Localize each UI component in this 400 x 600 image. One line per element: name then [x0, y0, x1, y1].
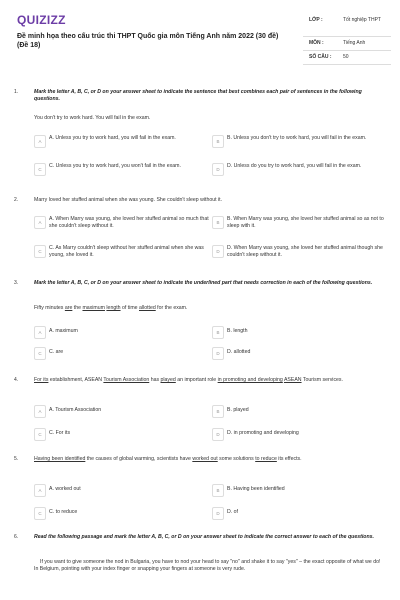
- worksheet-title: Đề minh họa theo cấu trúc thi THPT Quốc gia môn Tiếng Anh năm 2022 (30 đề) (Đề 18): [17, 33, 279, 49]
- stem-text: establishment, ASEAN: [48, 377, 104, 383]
- option-text: B. played: [227, 407, 249, 413]
- option-letter: A: [34, 326, 46, 339]
- quizizz-logo: QUIZIZZ: [17, 13, 66, 27]
- option-text: B. length: [227, 328, 248, 334]
- option-letter: D: [212, 245, 224, 258]
- option-letter: D: [212, 163, 224, 176]
- question-stem: Marry loved her stuffed animal when she was young. She couldn't sleep without it.: [34, 197, 223, 203]
- underlined-part: length: [106, 305, 121, 311]
- option-letter: A: [34, 216, 46, 229]
- option-b[interactable]: [212, 326, 387, 346]
- worksheet-meta: [303, 14, 391, 65]
- underlined-part: allotted: [139, 305, 156, 311]
- option-letter: C: [34, 428, 46, 441]
- option-letter: B: [212, 135, 224, 148]
- option-letter: C: [34, 347, 46, 360]
- stem-text: its effects.: [276, 456, 302, 462]
- option-letter: D: [212, 507, 224, 520]
- option-text: C. For its: [49, 430, 71, 436]
- meta-label: LỚP :: [309, 17, 323, 23]
- meta-value: Tốt nghiệp THPT: [343, 17, 381, 23]
- question-stem: [34, 305, 384, 312]
- stem-text: some solutions: [217, 456, 256, 462]
- option-text: B. Having been identified: [227, 486, 285, 492]
- option-a[interactable]: [34, 405, 209, 425]
- option-d[interactable]: [212, 347, 387, 367]
- option-text: C. to reduce: [49, 509, 78, 515]
- option-letter: D: [212, 347, 224, 360]
- option-letter: C: [34, 507, 46, 520]
- meta-row-class: [303, 14, 391, 37]
- question-instruction: Mark the letter A, B, C, or D on your answer sheet to indicate the underlined part that needs correction in each of the following questions.: [34, 280, 373, 286]
- option-text: C. As Marry couldn't sleep without her stuffed animal when she was young, she loved it.: [49, 245, 204, 258]
- underlined-part: in promoting and developing: [217, 377, 283, 383]
- option-letter: B: [212, 484, 224, 497]
- underlined-part: Having been identified: [34, 456, 86, 462]
- option-text: B. When Marry was young, she loved her stuffed animal so as not to sleep with it.: [227, 216, 384, 229]
- underlined-part: ASEAN: [283, 377, 302, 383]
- option-letter: B: [212, 326, 224, 339]
- stem-text: has: [149, 377, 161, 383]
- underlined-part: worked out: [192, 456, 218, 462]
- option-letter: A: [34, 484, 46, 497]
- stem-text: an important role: [175, 377, 218, 383]
- underlined-part: are: [64, 305, 73, 311]
- question-number: 4.: [14, 377, 19, 383]
- option-text: B. Unless you don't try to work hard, you will fail in the exam.: [227, 135, 367, 141]
- option-b[interactable]: [212, 405, 387, 425]
- stem-text: Tourism services.: [301, 377, 343, 383]
- option-text: A. Tourism Association: [49, 407, 102, 413]
- option-c[interactable]: [34, 507, 209, 527]
- meta-label: MÔN :: [309, 40, 324, 46]
- question-instruction: Read the following passage and mark the letter A, B, C, or D on your answer sheet to indicate the correct answer to each of the questions.: [34, 534, 374, 540]
- option-a[interactable]: [34, 326, 209, 346]
- question-instruction: Mark the letter A, B, C, or D on your answer sheet to indicate the sentence that best combines each pair of sentences in the following questions.: [34, 89, 362, 102]
- option-b[interactable]: [212, 216, 387, 236]
- stem-text: the causes of global warming, scientists have: [85, 456, 193, 462]
- meta-row-count: [303, 51, 391, 65]
- option-text: D. When Marry was young, she loved her stuffed animal though she couldn't sleep without it.: [227, 245, 383, 258]
- underlined-part: maximum: [82, 305, 105, 311]
- option-letter: C: [34, 245, 46, 258]
- option-c[interactable]: [34, 163, 209, 183]
- question-number: 2.: [14, 197, 19, 203]
- option-a[interactable]: [34, 216, 209, 236]
- option-d[interactable]: [212, 163, 387, 183]
- option-text: D. in promoting and developing: [227, 430, 299, 436]
- meta-label: SỐ CÂU :: [309, 54, 332, 60]
- underlined-part: Tourism Association: [103, 377, 150, 383]
- option-c[interactable]: [34, 245, 209, 265]
- option-text: D. Unless do you try to work hard, you will fail in the exam.: [227, 163, 362, 169]
- option-c[interactable]: [34, 347, 209, 367]
- question-stem: [34, 377, 384, 384]
- stem-text: of time: [120, 305, 139, 311]
- option-text: C. Unless you try to work hard, you won't fail in the exam.: [49, 163, 181, 169]
- meta-row-subject: [303, 37, 391, 51]
- option-text: C. are: [49, 349, 64, 355]
- option-text: A. Unless you try to work hard, you will fail in the exam.: [49, 135, 176, 141]
- option-d[interactable]: [212, 507, 387, 527]
- option-letter: B: [212, 405, 224, 418]
- option-text: A. worked out: [49, 486, 81, 492]
- option-letter: A: [34, 135, 46, 148]
- reading-passage: If you want to give someone the nod in Bulgaria, you have to nod your head to say "no" and shake it to say "yes" – the exact opposite of what we do! In Belgium, pointing with your index finger or snapping your fingers at someone is very rude.: [34, 559, 381, 572]
- option-a[interactable]: [34, 484, 209, 504]
- stem-text: for the exam.: [155, 305, 188, 311]
- underlined-part: to reduce: [255, 456, 277, 462]
- meta-value: 50: [343, 54, 349, 60]
- option-letter: B: [212, 216, 224, 229]
- question-stem: [34, 456, 384, 463]
- question-stem: You don't try to work hard. You will fail in the exam.: [34, 115, 151, 121]
- option-text: A. maximum: [49, 328, 78, 334]
- stem-text: Fifty minutes: [34, 305, 65, 311]
- option-b[interactable]: [212, 484, 387, 504]
- option-letter: C: [34, 163, 46, 176]
- stem-text: the: [72, 305, 83, 311]
- question-number: 1.: [14, 89, 19, 95]
- question-number: 3.: [14, 280, 19, 286]
- option-b[interactable]: [212, 135, 387, 155]
- option-c[interactable]: [34, 428, 209, 448]
- option-text: D. allotted: [227, 349, 251, 355]
- underlined-part: played: [160, 377, 176, 383]
- option-a[interactable]: [34, 135, 209, 155]
- option-d[interactable]: [212, 428, 387, 448]
- option-letter: D: [212, 428, 224, 441]
- option-text: A. When Marry was young, she loved her stuffed animal so much that she couldn't sleep without it.: [49, 216, 209, 229]
- underlined-part: For its: [34, 377, 49, 383]
- meta-value: Tiếng Anh: [343, 40, 366, 46]
- question-number: 6.: [14, 534, 19, 540]
- option-text: D. of: [227, 509, 238, 515]
- question-number: 5.: [14, 456, 19, 462]
- option-letter: A: [34, 405, 46, 418]
- option-d[interactable]: [212, 245, 387, 265]
